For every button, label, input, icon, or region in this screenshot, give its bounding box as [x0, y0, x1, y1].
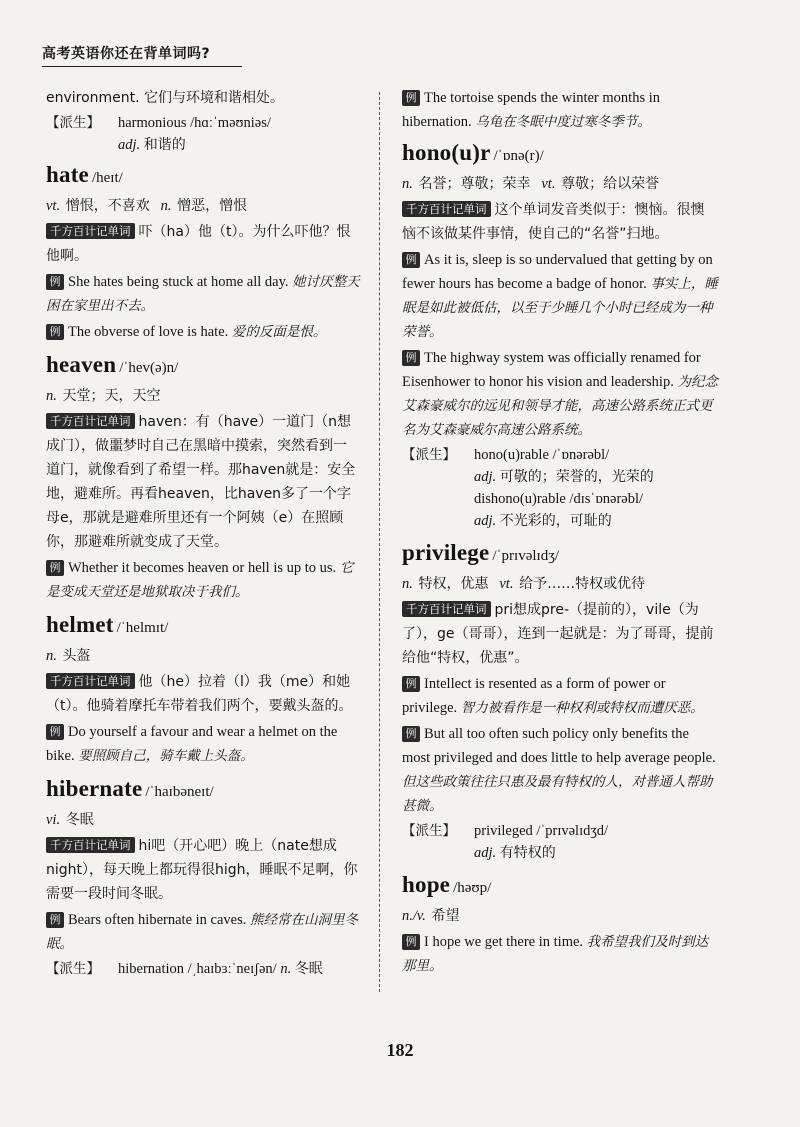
example-icon: 例 — [46, 324, 64, 340]
example-icon: 例 — [46, 274, 64, 290]
entry-head — [402, 870, 718, 903]
pos-line: vt. 憎恨，不喜欢 n. 憎恶，憎恨 — [46, 198, 248, 214]
headword: helmet — [46, 612, 114, 637]
entry-honour — [402, 138, 718, 532]
entry-hibernate — [46, 774, 360, 980]
derived-block — [402, 444, 718, 532]
example-icon: 例 — [46, 912, 64, 928]
mnemonic-tag: 千方百计记单词 — [46, 673, 135, 689]
mnemonic: 千方百计记单词 haven：有（have）一道门（n想成门），做噩梦时自己在黑暗中摸索，突然看到一道门，就像看到了希望一样。那haven就是：安全地，避难所。再看heaven，比haven多了一个字母e，那就是避难所里还有一个阿姨（e）在照顾你，那避难所就变成了天堂。 — [46, 414, 356, 550]
mnemonic: 千方百计记单词 hi吧（开心吧）晚上（nate想成night），每天晚上都玩得很high，睡眠不足啊，你需要一段时间冬眠。 — [46, 838, 358, 902]
derived-meaning: 冬眠 — [294, 961, 323, 977]
phonetic: /ˈɒnə(r)/ — [493, 148, 544, 164]
derived-meaning: 不光彩的，可耻的 — [499, 513, 612, 529]
mnemonic: 千方百计记单词 吓（ha）他（t）。为什么吓他？恨他啊。 — [46, 224, 351, 264]
entry-head — [46, 774, 360, 807]
page-header — [42, 44, 242, 67]
derived-label: 【派生】 — [402, 823, 456, 839]
example: 例 The highway system was officially renamed for Eisenhower to honor his vision and leadership. 为纪念艾森豪威尔的远见和领导才能，高速公路系统正式更名为艾森豪威尔高速公路系统。 — [402, 350, 718, 438]
left-column — [46, 86, 360, 986]
entry-head — [46, 350, 360, 383]
example: 例 Do yourself a favour and wear a helmet on the bike. 要照顾自己，骑车戴上头盔。 — [46, 724, 338, 764]
derived-pos: adj. — [474, 469, 497, 485]
entry-hate — [46, 160, 360, 344]
phonetic: /heɪt/ — [91, 170, 123, 186]
example-icon: 例 — [402, 90, 420, 106]
derived-word: privileged /ˈprɪvəlɪdʒd/ — [474, 823, 609, 839]
derived-label: 【派生】 — [46, 115, 100, 131]
pos-line: n. 特权，优惠 vt. 给予……特权或优待 — [402, 576, 646, 592]
pos-line: n. 头盔 — [46, 648, 91, 664]
derived-block — [402, 820, 718, 864]
pos-line: n. 名誉；尊敬；荣幸 vt. 尊敬；给以荣誉 — [402, 176, 660, 192]
mnemonic-tag: 千方百计记单词 — [402, 201, 491, 217]
example-icon: 例 — [402, 676, 420, 692]
derived-word: hono(u)rable /ˈɒnərəbl/ — [474, 447, 610, 463]
mnemonic-tag: 千方百计记单词 — [46, 223, 135, 239]
entry-helmet — [46, 610, 360, 768]
example: 例 She hates being stuck at home all day. 她讨厌整天困在家里出不去。 — [46, 274, 360, 314]
example: 例 But all too often such policy only benefits the most privileged and does little to help average people. 但这些政策往往只惠及最有特权的人，对普通人帮助甚微。 — [402, 726, 716, 814]
mnemonic-tag: 千方百计记单词 — [46, 837, 135, 853]
derived-word: dishono(u)rable /dɪsˈɒnərəbl/ — [474, 491, 644, 507]
derived-block — [46, 958, 360, 980]
derived-meaning: 有特权的 — [499, 845, 556, 861]
mnemonic-tag: 千方百计记单词 — [46, 413, 135, 429]
right-column — [402, 86, 718, 984]
page-number: 182 — [386, 1040, 414, 1060]
derived-pos: adj. — [118, 137, 141, 153]
pos-line: n./v. 希望 — [402, 908, 460, 924]
mnemonic-tag: 千方百计记单词 — [402, 601, 491, 617]
mnemonic: 千方百计记单词 他（he）拉着（l）我（me）和她（t）。他骑着摩托车带着我们两个，要戴头盔的。 — [46, 674, 353, 714]
example: 例 The obverse of love is hate. 爱的反面是恨。 — [46, 320, 360, 344]
derived-pos: adj. — [474, 845, 497, 861]
pos-line: n. 天堂；天，天空 — [46, 388, 161, 404]
derived-word: harmonious /hɑːˈməʊniəs/ — [118, 115, 271, 131]
entry-heaven — [46, 350, 360, 604]
continuation-text: environment. 它们与环境和谐相处。 — [46, 90, 285, 106]
example: 例 Intellect is resented as a form of power or privilege. 智力被看作是一种权利或特权而遭厌恶。 — [402, 676, 704, 716]
example: 例 I hope we get there in time. 我希望我们及时到达那里。 — [402, 934, 709, 974]
example: 例 The tortoise spends the winter months in hibernation. 乌龟在冬眠中度过寒冬季节。 — [402, 90, 660, 130]
example-icon: 例 — [402, 726, 420, 742]
phonetic: /ˈhelmɪt/ — [116, 620, 169, 636]
derived-label: 【派生】 — [402, 447, 456, 463]
example-icon: 例 — [46, 724, 64, 740]
derived-meaning: 可敬的；荣誉的，光荣的 — [499, 469, 654, 485]
headword: hono(u)r — [402, 140, 491, 165]
entry-hope — [402, 870, 718, 978]
mnemonic: 千方百计记单词 pri想成pre-（提前的），vile（为了），ge（哥哥），连到一起就是：为了哥哥，提前给他“特权，优惠”。 — [402, 602, 714, 666]
phonetic: /ˈprɪvəlɪdʒ/ — [492, 548, 560, 564]
headword: hate — [46, 162, 89, 187]
derived-label: 【派生】 — [46, 961, 100, 977]
entry-head — [402, 138, 718, 171]
headword: hope — [402, 872, 451, 897]
example: 例 As it is, sleep is so undervalued that getting by on fewer hours has become a badge of honor. 事实上，睡眠是如此被低估，以至于少睡几个小时已经成为一种荣誉。 — [402, 252, 718, 340]
derived-block — [46, 112, 360, 156]
column-divider — [379, 92, 380, 992]
derived-pos: adj. — [474, 513, 497, 529]
example-icon: 例 — [46, 560, 64, 576]
derived-word: hibernation /ˌhaɪbɜːˈneɪʃən/ — [118, 961, 277, 977]
headword: heaven — [46, 352, 117, 377]
header-title: 高考英语你还在背单词吗? — [42, 46, 211, 62]
example-icon: 例 — [402, 350, 420, 366]
entry-head — [46, 160, 360, 193]
entry-privilege — [402, 538, 718, 864]
headword: privilege — [402, 540, 490, 565]
example-icon: 例 — [402, 252, 420, 268]
phonetic: /ˈhaɪbəneɪt/ — [145, 784, 214, 800]
pos-line: vi. 冬眠 — [46, 812, 94, 828]
entry-head — [402, 538, 718, 571]
example-icon: 例 — [402, 934, 420, 950]
entry-head — [46, 610, 360, 643]
phonetic: /həʊp/ — [453, 880, 492, 896]
mnemonic: 千方百计记单词 这个单词发音类似于：懊恼。很懊恼不该做某件事情，使自己的“名誉”扫地。 — [402, 202, 705, 242]
example: 例 Whether it becomes heaven or hell is up to us. 它是变成天堂还是地狱取决于我们。 — [46, 560, 354, 600]
phonetic: /ˈhev(ə)n/ — [119, 360, 179, 376]
headword: hibernate — [46, 776, 143, 801]
example: 例 Bears often hibernate in caves. 熊经常在山洞里冬眠。 — [46, 912, 358, 952]
derived-meaning: 和谐的 — [143, 137, 186, 153]
derived-pos: n. — [280, 961, 292, 977]
